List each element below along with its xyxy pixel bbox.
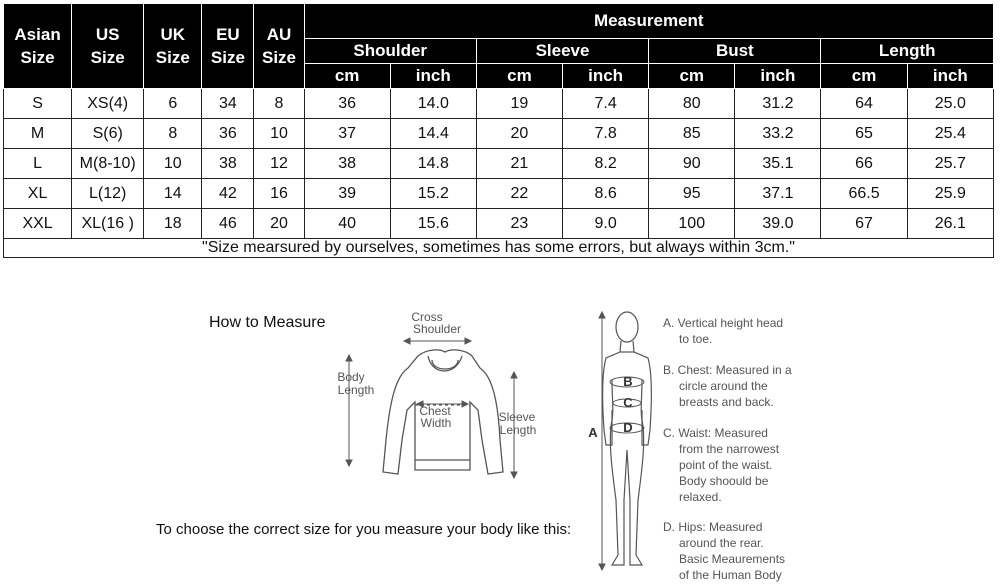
table-cell: 36 — [304, 89, 390, 119]
table-cell: 20 — [254, 209, 304, 239]
table-cell: XXL — [4, 209, 72, 239]
table-cell: S(6) — [72, 119, 144, 149]
table-cell: 6 — [144, 89, 202, 119]
table-cell: 39.0 — [735, 209, 821, 239]
header-unit-cm: cm — [476, 64, 562, 89]
table-cell: 31.2 — [735, 89, 821, 119]
header-length: Length — [821, 39, 994, 64]
table-cell: L(12) — [72, 179, 144, 209]
table-cell: 8.2 — [563, 149, 649, 179]
header-asian-size: Asian Size — [4, 4, 72, 89]
header-unit-inch: inch — [907, 64, 993, 89]
chest-width-label-1: Chest — [419, 404, 451, 418]
header-au-size: AU Size — [254, 4, 304, 89]
table-cell: 37 — [304, 119, 390, 149]
definition-a-height: A. Vertical height head to toe. — [663, 316, 784, 346]
table-cell: 23 — [476, 209, 562, 239]
table-cell: 85 — [649, 119, 735, 149]
table-cell: 10 — [144, 149, 202, 179]
table-cell: 14.8 — [390, 149, 476, 179]
table-cell: 66.5 — [821, 179, 907, 209]
table-cell: L — [4, 149, 72, 179]
table-cell: 36 — [202, 119, 254, 149]
header-unit-cm: cm — [649, 64, 735, 89]
body-length-label-2: Length — [337, 383, 375, 397]
table-cell: 34 — [202, 89, 254, 119]
cross-shoulder-label-2: Shoulder — [412, 322, 462, 336]
table-cell: 19 — [476, 89, 562, 119]
table-cell: 95 — [649, 179, 735, 209]
table-cell: 15.6 — [390, 209, 476, 239]
table-cell: 10 — [254, 119, 304, 149]
header-unit-cm: cm — [821, 64, 907, 89]
table-cell: S — [4, 89, 72, 119]
table-cell: 18 — [144, 209, 202, 239]
table-cell: 14.0 — [390, 89, 476, 119]
table-cell: 21 — [476, 149, 562, 179]
header-unit-inch: inch — [735, 64, 821, 89]
table-cell: 42 — [202, 179, 254, 209]
body-label-b: B — [623, 374, 633, 389]
table-cell: 66 — [821, 149, 907, 179]
table-cell: M(8-10) — [72, 149, 144, 179]
size-disclaimer-note: "Size mearsured by ourselves, sometimes has some errors, but always within 3cm." — [4, 239, 994, 258]
body-figure-illustration — [603, 312, 652, 565]
table-cell: 14.4 — [390, 119, 476, 149]
table-cell: 25.4 — [907, 119, 993, 149]
body-label-d: D — [623, 420, 633, 435]
table-cell: 16 — [254, 179, 304, 209]
header-shoulder: Shoulder — [304, 39, 476, 64]
table-cell: 40 — [304, 209, 390, 239]
table-cell: 39 — [304, 179, 390, 209]
table-cell: 33.2 — [735, 119, 821, 149]
table-cell: 67 — [821, 209, 907, 239]
header-unit-inch: inch — [563, 64, 649, 89]
sleeve-length-label-2: Length — [499, 423, 537, 437]
table-cell: 8.6 — [563, 179, 649, 209]
table-cell: 22 — [476, 179, 562, 209]
table-cell: 26.1 — [907, 209, 993, 239]
table-cell: 65 — [821, 119, 907, 149]
table-cell: 25.7 — [907, 149, 993, 179]
table-cell: 9.0 — [563, 209, 649, 239]
header-bust: Bust — [649, 39, 821, 64]
definition-d-hips: D. Hips: Measured around the rear. Basic Meaurements of the Human Body — [663, 520, 786, 582]
body-length-label-1: Body — [337, 370, 365, 384]
header-unit-inch: inch — [390, 64, 476, 89]
table-cell: XL — [4, 179, 72, 209]
table-cell: XS(4) — [72, 89, 144, 119]
header-unit-cm: cm — [304, 64, 390, 89]
table-cell: M — [4, 119, 72, 149]
table-cell: 90 — [649, 149, 735, 179]
choose-size-instruction: To choose the correct size for you measure your body like this: — [156, 521, 572, 538]
table-cell: 20 — [476, 119, 562, 149]
table-cell: 25.9 — [907, 179, 993, 209]
definition-c-waist: C. Waist: Measured from the narrowest point of the waist. Body shoould be relaxed. — [663, 426, 780, 504]
body-label-a: A — [588, 425, 598, 440]
sleeve-length-label-1: Sleeve — [498, 410, 536, 424]
header-us-size: US Size — [72, 4, 144, 89]
table-cell: 38 — [202, 149, 254, 179]
table-cell: 14 — [144, 179, 202, 209]
header-uk-size: UK Size — [144, 4, 202, 89]
definition-b-chest: B. Chest: Measured in a circle around the breasts and back. — [663, 363, 792, 409]
table-cell: 8 — [254, 89, 304, 119]
table-cell: 37.1 — [735, 179, 821, 209]
table-cell: 7.8 — [563, 119, 649, 149]
table-cell: 12 — [254, 149, 304, 179]
table-cell: 7.4 — [563, 89, 649, 119]
how-to-measure-title: How to Measure — [209, 314, 326, 331]
table-cell: 64 — [821, 89, 907, 119]
header-eu-size: EU Size — [202, 4, 254, 89]
chest-width-label-2: Width — [420, 416, 452, 430]
table-cell: 46 — [202, 209, 254, 239]
cross-shoulder-label-1: Cross — [411, 310, 443, 324]
table-cell: 38 — [304, 149, 390, 179]
table-cell: 15.2 — [390, 179, 476, 209]
table-cell: 8 — [144, 119, 202, 149]
table-cell: 100 — [649, 209, 735, 239]
table-cell: 80 — [649, 89, 735, 119]
body-label-c: C — [623, 395, 633, 410]
table-cell: 35.1 — [735, 149, 821, 179]
table-cell: XL(16 ) — [72, 209, 144, 239]
table-cell: 25.0 — [907, 89, 993, 119]
header-measurement: Measurement — [304, 4, 993, 39]
header-sleeve: Sleeve — [476, 39, 648, 64]
